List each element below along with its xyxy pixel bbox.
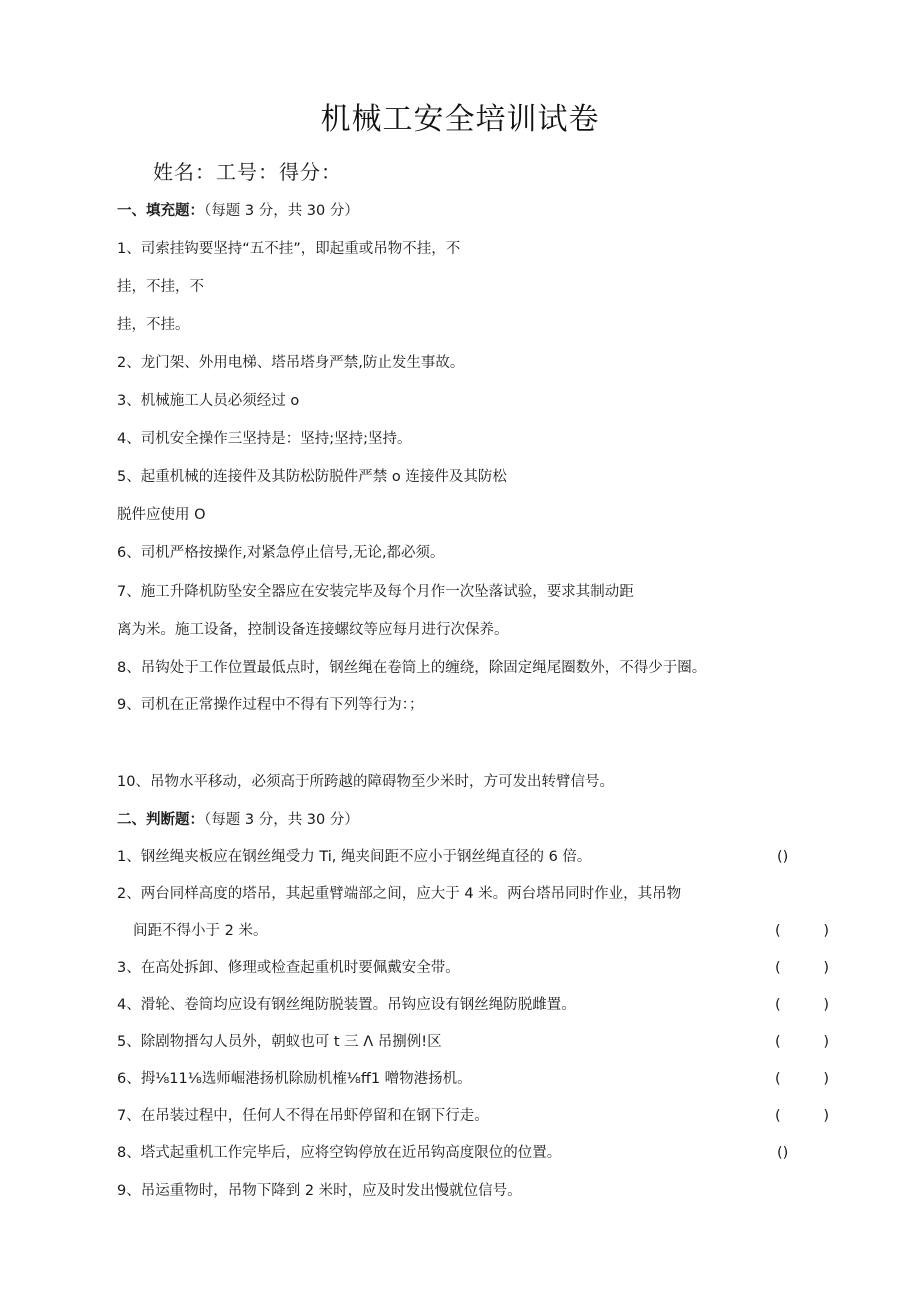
judge-item-text: 7、在吊装过程中，任何人不得在吊虾停留和在钢下行走。 [117,1108,489,1124]
fill-line: 6、司机严格按操作,对紧急停止信号,无论,都必须。 [117,545,445,561]
judge-item-text: 8、塔式起重机工作完毕后，应将空钩停放在近吊钩高度限位的位置。 [117,1145,562,1161]
judge-item-text: 1、钢丝绳夹板应在钢丝绳受力 Ti, 绳夹间距不应小于钢丝绳直径的 6 倍。 [117,849,592,865]
judge-item-text: 4、滑轮、卷筒均应设有钢丝绳防脱装置。吊钩应设有钢丝绳防脱雌置。 [117,997,576,1013]
fill-line: 7、施工升降机防坠安全器应在安装完毕及每个月作一次坠落试验，要求其制动距 [117,584,634,600]
judge-item-text: 9、吊运重物时，吊物下降到 2 米时，应及时发出慢就位信号。 [117,1183,522,1199]
judge-item-text: 间距不得小于 2 米。 [133,923,268,939]
section1-heading: 一、填充题： [117,203,204,219]
fill-line: 挂，不挂，不 [117,279,204,295]
section2-header [117,810,359,830]
answer-parentheses[interactable]: () [777,1145,789,1161]
fill-line: 挂，不挂。 [117,317,190,333]
fill-line: 1、司索挂钩要坚持“五不挂”，即起重或吊物不挂，不 [117,241,461,257]
section2-heading: 二、判断题： [117,812,204,828]
judge-item-text: 5、除剧物搢勾人员外，朝蚁也可 t 三 Λ 吊捌例!区 [117,1034,442,1050]
section2-note: （每题 3 分，共 30 分） [204,812,359,828]
fill-line: 离为米。施工设备，控制设备连接螺纹等应每月进行次保养。 [117,622,509,638]
fill-line: 5、起重机械的连接件及其防松防脱件严禁 o 连接件及其防松 [117,469,507,485]
fill-line: 10、吊物水平移动，必须高于所跨越的障碍物至少米时，方可发出转臂信号。 [117,774,614,790]
fill-line: 3、机械施工人员必须经过 o [117,393,300,409]
fill-line: 2、龙门架、外用电梯、塔吊塔身严禁,防止发生事故。 [117,355,465,371]
judge-item-text: 2、两台同样高度的塔吊，其起重臂端部之间，应大于 4 米。两台塔吊同时作业，其吊物 [117,886,682,902]
answer-parentheses[interactable]: () [777,849,789,865]
fill-line: 脱件应使用 O [117,507,206,523]
section1-note: （每题 3 分，共 30 分） [204,203,359,219]
judge-item-text: 6、拇⅛11⅛选师崛港扬机除励机榷⅛ff1 噌物港扬机。 [117,1071,472,1087]
fill-line: 9、司机在正常操作过程中不得有下列等行为：； [117,697,424,713]
fill-line: 4、司机安全操作三坚持是：坚持;坚持;坚持。 [117,431,412,447]
section1-header [117,201,359,221]
page-title: 机械工安全培训试卷 [320,102,600,137]
fill-line: 8、吊钩处于工作位置最低点时，钢丝绳在卷筒上的缠绕，除固定绳尾圈数外，不得少于圈。 [117,660,707,676]
student-info-line: 姓名：工号：得分： [153,160,342,184]
judge-item-text: 3、在高处拆卸、修理或检查起重机时要佩戴安全带。 [117,960,460,976]
